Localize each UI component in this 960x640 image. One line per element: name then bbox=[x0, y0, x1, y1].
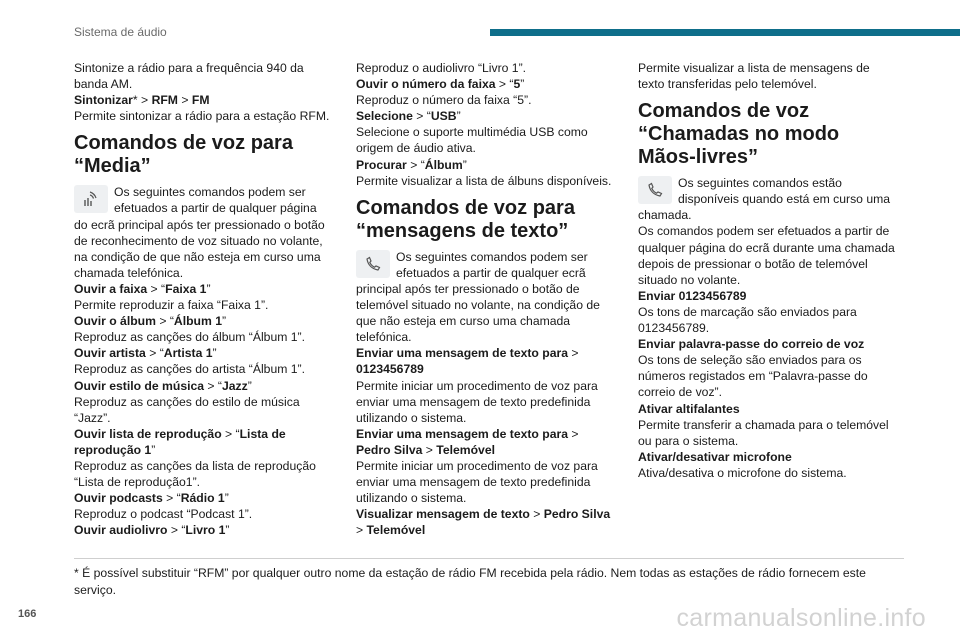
footnote: * É possível substituir “RFM” por qualquer outro nome da estação de rádio FM recebida pela rádio. Nem todas as estações de rádio fornecem este serviço. bbox=[74, 566, 866, 597]
command-line: Ouvir o número da faixa > “5” bbox=[356, 77, 525, 92]
command-line: Visualizar mensagem de texto > Pedro Silva > Telemóvel bbox=[356, 507, 611, 538]
command-line: Ouvir o álbum > “Álbum 1” bbox=[74, 314, 227, 329]
command-description: Permite sintonizar a rádio para a estação RFM. bbox=[74, 109, 330, 124]
command-line: Ativar/desativar microfone bbox=[638, 449, 792, 464]
column-2 bbox=[356, 60, 614, 538]
command-description: Ativa/desativa o microfone do sistema. bbox=[638, 465, 847, 480]
command-description: Permite iniciar um procedimento de voz para enviar uma mensagem de texto predefinida utilizando o sistema. bbox=[356, 458, 598, 506]
command-line: Enviar uma mensagem de texto para > 0123456789 bbox=[356, 346, 579, 377]
command-line: Ouvir a faixa > “Faixa 1” bbox=[74, 281, 211, 296]
section-intro: Os seguintes comandos podem ser efetuados a partir de qualquer página do ecrã principal após ter pressionado o botão de reconhecimento de voz situado no volante, na condição de que não esteja em curso uma chamada telefónica. bbox=[74, 185, 325, 280]
phone-icon bbox=[356, 250, 390, 278]
command-line: Enviar uma mensagem de texto para > Pedro Silva > Telemóvel bbox=[356, 426, 579, 457]
command-description: Permite transferir a chamada para o telemóvel ou para o sistema. bbox=[638, 417, 889, 448]
page-number: 166 bbox=[18, 608, 37, 620]
command-description: Os tons de marcação são enviados para 0123456789. bbox=[638, 304, 857, 336]
command-description: Permite reproduzir a faixa “Faixa 1”. bbox=[74, 298, 269, 313]
command-description: Reproduz o número da faixa “5”. bbox=[356, 93, 532, 108]
watermark: carmanualsonline.info bbox=[676, 604, 926, 632]
command-description: Selecione o suporte multimédia USB como origem de áudio ativa. bbox=[356, 125, 588, 156]
header-title: Sistema de áudio bbox=[74, 25, 167, 39]
command-line: Ativar altifalantes bbox=[638, 401, 740, 416]
command-description: Reproduz as canções do artista “Álbum 1”. bbox=[74, 362, 305, 377]
column-3 bbox=[638, 60, 896, 481]
command-line: Ouvir estilo de música > “Jazz” bbox=[74, 378, 252, 393]
section-intro-extra: Os comandos podem ser efetuados a partir de qualquer página do ecrã durante uma chamada depois de pressionar o botão de telemóvel situado no volante. bbox=[638, 224, 895, 287]
command-description: Permite visualizar a lista de mensagens de texto transferidas pelo telemóvel. bbox=[638, 61, 870, 92]
command-description: Os tons de seleção são enviados para os números registados em “Palavra-passe do correio de voz”. bbox=[638, 353, 868, 400]
command-description: Reproduz as canções da lista de reprodução “Lista de reprodução1”. bbox=[74, 458, 316, 490]
command-line bbox=[74, 92, 332, 108]
section-intro: Os seguintes comandos estão disponíveis quando está em curso uma chamada. bbox=[638, 176, 891, 223]
command-description: Reproduz as canções do estilo de música “Jazz”. bbox=[74, 394, 300, 425]
section-heading-hands-free: Comandos de voz “Chamadas no modo Mãos-livres” bbox=[638, 100, 840, 169]
separator: > bbox=[181, 93, 189, 108]
section-heading-media: Comandos de voz para “Media” bbox=[74, 132, 293, 178]
command-description: Reproduz as canções do álbum “Álbum 1”. bbox=[74, 330, 306, 345]
command-description: Permite iniciar um procedimento de voz para enviar uma mensagem de texto predefinida utilizando o sistema. bbox=[356, 378, 598, 425]
command-line: Enviar palavra-passe do correio de voz bbox=[638, 337, 865, 352]
section-intro: Os seguintes comandos podem ser efetuados a partir de qualquer ecrã principal após ter pressionado o botão de telemóvel situado no volante, na condição de que não esteja em curso uma chamada telefónica. bbox=[356, 249, 600, 345]
phone-icon bbox=[638, 176, 672, 204]
command-name: Sintonizar bbox=[74, 93, 133, 108]
command-arg: RFM bbox=[151, 93, 178, 108]
separator: * > bbox=[132, 93, 149, 108]
intro-line: Sintonize a rádio para a frequência 940 da banda AM. bbox=[74, 61, 304, 92]
command-line: Ouvir audiolivro > “Livro 1” bbox=[74, 523, 230, 538]
command-arg: FM bbox=[191, 93, 210, 108]
column-1 bbox=[74, 60, 332, 538]
command-description: Permite visualizar a lista de álbuns disponíveis. bbox=[356, 173, 612, 188]
footnote-divider bbox=[74, 558, 904, 559]
command-line: Enviar 0123456789 bbox=[638, 288, 747, 303]
voice-command-icon bbox=[74, 185, 108, 213]
command-line: Selecione > “USB” bbox=[356, 109, 461, 124]
command-description: Reproduz o podcast “Podcast 1”. bbox=[74, 507, 253, 522]
command-description: Reproduz o audiolivro “Livro 1”. bbox=[356, 61, 527, 75]
command-line: Ouvir podcasts > “Rádio 1” bbox=[74, 491, 229, 506]
header-accent-bar bbox=[490, 29, 960, 36]
command-line: Ouvir artista > “Artista 1” bbox=[74, 346, 217, 361]
section-heading-text-messages: Comandos de voz para “mensagens de texto” bbox=[356, 196, 575, 242]
command-line: Ouvir lista de reprodução > “Lista de reprodução 1” bbox=[74, 426, 286, 457]
command-line: Procurar > “Álbum” bbox=[356, 157, 467, 172]
